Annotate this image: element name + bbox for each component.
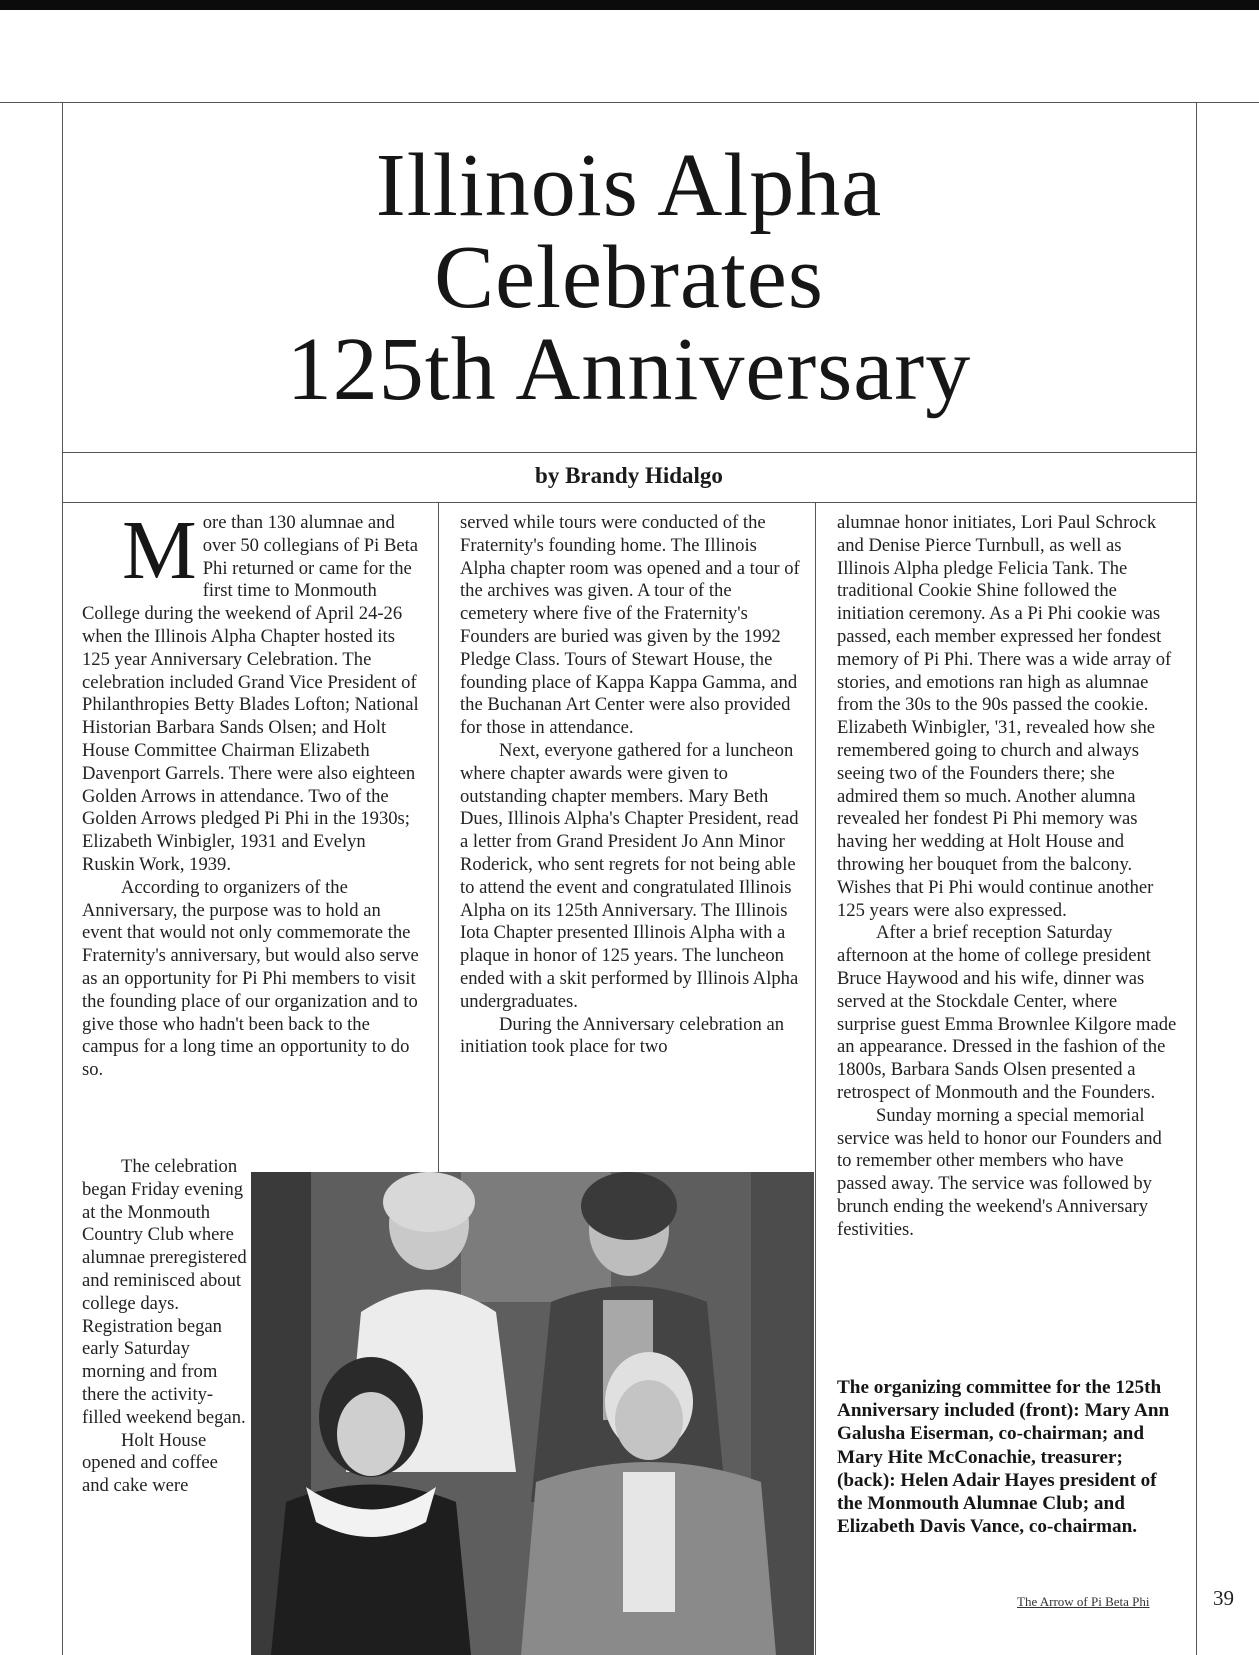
photo-person-front-right-blouse xyxy=(623,1472,675,1612)
byline-bottom-rule xyxy=(62,502,1196,503)
page-number: 39 xyxy=(1213,1586,1234,1610)
title-line-3: 125th Anniversary xyxy=(286,320,972,419)
column-1-paragraph-2: According to organizers of the Anniversary, the purpose was to hold an event that would not only commemorate the Fraternity's anniversary, but would also serve as an opportunity for Pi Phi members to visit the founding place of our organization and to give those who hadn't been back to the campus for a long time an opportunity to do so. xyxy=(82,876,419,1081)
frame-right-line xyxy=(1196,102,1197,1655)
column-3-paragraph-1: alumnae honor initiates, Lori Paul Schrock and Denise Pierce Turnbull, as well as Illinois Alpha pledge Felicia Tank. The traditional Cookie Shine followed the initiation ceremony. As a Pi Phi cookie was passed, each member expressed her fondest memory of Pi Phi. There was a wide array of stories, and emotions ran high as alumnae from the 30s to the 90s passed the cookie. Elizabeth Winbigler, '31, revealed how she remembered going to church and always seeing two of the Founders there; she admired them so much. Another alumna revealed her fondest Pi Phi memory was having her wedding at Holt House and throwing her bouquet from the balcony. Wishes that Pi Phi would continue another 125 years were also expressed. xyxy=(837,512,1172,921)
column-divider-1 xyxy=(438,502,439,1172)
top-dark-border xyxy=(0,0,1259,10)
article-column-2 xyxy=(460,512,800,1059)
committee-group-photo xyxy=(251,1172,814,1655)
column-1-paragraph-1-text: ore than 130 alumnae and over 50 collegians of Pi Beta Phi returned or came for the first time to Monmouth College during the weekend of April 24-26 when the Illinois Alpha Chapter hosted its 125 year Anniversary Celebration. The celebration included Grand Vice President of Philanthropies Betty Blades Lofton; National Historian Barbara Sands Olsen; and Holt House Committee Chairman Elizabeth Davenport Garrels. There were also eighteen Golden Arrows in attendance. Two of the Golden Arrows pledged Pi Phi in the 1930s; Elizabeth Winbigler, 1931 and Evelyn Ruskin Work, 1939. xyxy=(82,512,419,875)
publication-name: The Arrow of Pi Beta Phi xyxy=(1017,1594,1150,1609)
top-rule xyxy=(0,102,1259,103)
photo-caption: The organizing committee for the 125th Anniversary included (front): Mary Ann Galusha Eiserman, co-chairman; and Mary Hite McConachie, treasurer; (back): Helen Adair Hayes president of the Monmouth Alumnae Club; and Elizabeth Davis Vance, co-chairman. xyxy=(837,1377,1170,1538)
title-line-1: Illinois Alpha xyxy=(375,136,883,235)
narrow-text-column xyxy=(82,1156,248,1498)
article-title xyxy=(62,136,1196,419)
column-2-paragraph-3: During the Anniversary celebration an initiation took place for two xyxy=(460,1013,785,1058)
photo-person-front-left-head xyxy=(337,1392,405,1476)
column-2-paragraph-1: served while tours were conducted of the Fraternity's founding home. The Illinois Alpha chapter room was opened and a tour of the archives was given. A tour of the cemetery where five of the Fraternity's Founders are buried was given by the 1992 Pledge Class. Tours of Stewart House, the founding place of Kappa Kappa Gamma, and the Buchanan Art Center were also provided for those in attendance. xyxy=(460,512,800,739)
narrow-paragraph-1: The celebration began Friday evening at the Monmouth Country Club where alumnae preregistered and reminisced about college days. Registration began early Saturday morning and from there the activity-filled weekend began. xyxy=(82,1156,247,1428)
byline: by Brandy Hidalgo xyxy=(535,463,723,488)
column-divider-2 xyxy=(815,502,816,1655)
photo-person-back-left-hair xyxy=(383,1172,475,1232)
column-1-paragraph-1 xyxy=(82,504,420,877)
title-line-2: Celebrates xyxy=(434,228,824,327)
article-column-3 xyxy=(837,512,1177,1242)
narrow-paragraph-2: Holt House opened and coffee and cake were xyxy=(82,1429,218,1497)
photo-person-front-right-head xyxy=(615,1380,683,1460)
column-3-paragraph-2: After a brief reception Saturday afternoon at the home of college president Bruce Haywood and his wife, dinner was served at the Stockdale Center, where surprise guest Emma Brownlee Kilgore made an appearance. Dressed in the fashion of the 1800s, Barbara Sands Olsen presented a retrospect of Monmouth and the Founders. xyxy=(837,922,1177,1103)
column-2-paragraph-2: Next, everyone gathered for a luncheon where chapter awards were given to outstanding chapter members. Mary Beth Dues, Illinois Alpha's Chapter President, read a letter from Grand President Jo Ann Minor Roderick, who sent regrets for not being able to attend the event and congratulated Illinois Alpha on its 125th Anniversary. The Illinois Iota Chapter presented Illinois Alpha with a plaque in honor of 125 years. The luncheon ended with a skit performed by Illinois Alpha undergraduates. xyxy=(460,739,799,1012)
column-3-paragraph-3: Sunday morning a special memorial service was held to honor our Founders and to remember other members who have passed away. The service was followed by brunch ending the weekend's Anniversary festivities. xyxy=(837,1104,1162,1240)
photo-person-back-right-hair xyxy=(581,1172,677,1240)
title-bottom-rule xyxy=(62,452,1196,453)
photo-illustration xyxy=(251,1172,814,1655)
drop-cap: M xyxy=(122,504,197,597)
article-column-1 xyxy=(82,504,420,1082)
